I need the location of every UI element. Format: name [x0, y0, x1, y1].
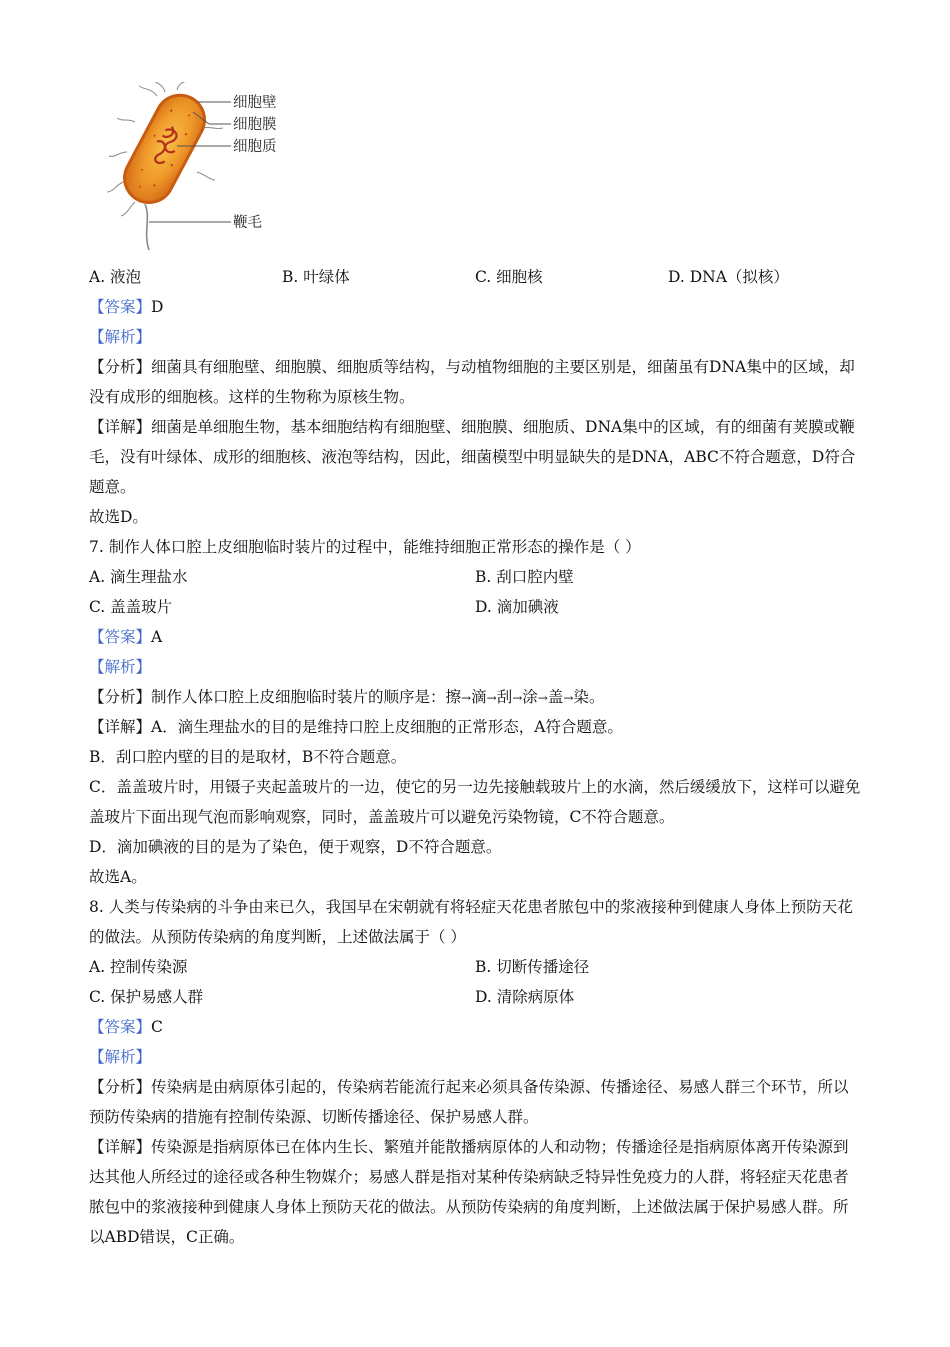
q7-detail-d: D．滴加碘液的目的是为了染色，便于观察，D不符合题意。 — [89, 838, 502, 856]
fenxi-tag: 【分析】 — [89, 688, 152, 706]
q6-analysis-heading — [89, 322, 861, 352]
arrow-5: → — [563, 691, 574, 705]
q7-detail-b: B．刮口腔内壁的目的是取材，B不符合题意。 — [89, 748, 407, 766]
q6-xiangjie — [89, 412, 861, 502]
q7-option-a: A. 滴生理盐水 — [89, 568, 188, 586]
q7-answer — [89, 622, 861, 652]
step-2: 刮 — [496, 688, 513, 706]
step-0: 擦 — [445, 688, 462, 706]
q8-option-c: C. 保护易感人群 — [89, 988, 204, 1006]
q7-detail-a — [89, 712, 861, 742]
arrow-2: → — [486, 691, 497, 705]
q8-xiangjie — [89, 1132, 861, 1252]
fenxi-text: 传染病是由病原体引起的，传染病若能流行起来必须具备传染源、传播途径、易感人群三个环节，所以预防传染病的措施有控制传染源、切断传播途径、保护易感人群。 — [89, 1078, 849, 1126]
analysis-tag: 【解析】 — [89, 658, 152, 676]
fenxi-tag: 【分析】 — [89, 1078, 152, 1096]
step-5: 染 — [573, 688, 589, 706]
analysis-tag: 【解析】 — [89, 1048, 152, 1066]
label-cytoplasm: 细胞质 — [233, 139, 277, 155]
q6-option-c: C. 细胞核 — [475, 268, 543, 286]
q7-options-row2 — [89, 592, 861, 622]
q8-options-row1 — [89, 952, 861, 982]
q7-analysis-heading — [89, 652, 861, 682]
label-cell-wall: 细胞壁 — [233, 95, 277, 111]
xiangjie-tag: 【详解】 — [89, 718, 152, 736]
label-cell-membrane: 细胞膜 — [233, 117, 277, 133]
q8-question: 8. 人类与传染病的斗争由来已久，我国早在宋朝就有将轻症天花患者脓包中的浆液接种到健康人身体上预防天花的做法。从预防传染病的角度判断，上述做法属于（ ） — [89, 898, 853, 946]
q6-conclusion: 故选D。 — [89, 508, 148, 526]
answer-value: D — [151, 298, 164, 316]
fenxi-lead: 制作人体口腔上皮细胞临时装片的顺序是： — [151, 688, 446, 706]
q7-option-b: B. 刮口腔内壁 — [475, 568, 574, 586]
q8-option-d: D. 清除病原体 — [475, 988, 575, 1006]
q7-question: 7. 制作人体口腔上皮细胞临时装片的过程中，能维持细胞正常形态的操作是（ ） — [89, 538, 641, 556]
q7-detail-c: C．盖盖玻片时，用镊子夹起盖玻片的一边，使它的另一边先接触载玻片上的水滴，然后缓缓放下，这样可以避免盖玻片下面出现气泡而影响观察，同时，盖盖玻片可以避免污染物镜，C不符合题意。 — [89, 778, 861, 826]
bacterium-figure — [105, 82, 305, 254]
q7-conclusion: 故选A。 — [89, 868, 147, 886]
arrow-4: → — [537, 691, 548, 705]
document-content — [89, 262, 861, 1252]
end-mark: 。 — [588, 688, 605, 706]
step-3: 涂 — [522, 688, 538, 706]
answer-tag: 【答案】 — [89, 298, 152, 316]
q6-option-a: A. 液泡 — [89, 268, 142, 286]
xiangjie-tag: 【详解】 — [89, 1138, 152, 1156]
detail-a-text: A．滴生理盐水的目的是维持口腔上皮细胞的正常形态，A符合题意。 — [151, 718, 623, 736]
fenxi-text: 细菌具有细胞壁、细胞膜、细胞质等结构，与动植物细胞的主要区别是，细菌虽有DNA集中的区域，却没有成形的细胞核。这样的生物称为原核生物。 — [89, 358, 855, 406]
arrow-1: → — [461, 691, 472, 705]
label-flagellum: 鞭毛 — [233, 215, 262, 231]
q8-fenxi — [89, 1072, 861, 1132]
q7-fenxi — [89, 682, 861, 712]
fenxi-tag: 【分析】 — [89, 358, 152, 376]
q6-options — [89, 262, 861, 292]
bacterium-diagram — [105, 82, 305, 254]
q8-answer — [89, 1012, 861, 1042]
answer-tag: 【答案】 — [89, 1018, 152, 1036]
answer-value: A — [151, 628, 163, 646]
q8-analysis-heading — [89, 1042, 861, 1072]
xiangjie-text: 细菌是单细胞生物，基本细胞结构有细胞壁、细胞膜、细胞质、DNA集中的区域，有的细菌有荚膜或鞭毛，没有叶绿体、成形的细胞核、液泡等结构，因此，细菌模型中明显缺失的是DNA，ABC不符合题意，D符合题意。 — [89, 418, 856, 496]
xiangjie-tag: 【详解】 — [89, 418, 152, 436]
analysis-tag: 【解析】 — [89, 328, 152, 346]
q6-answer — [89, 292, 861, 322]
q6-option-d: D. DNA（拟核） — [668, 268, 789, 286]
answer-value: C — [151, 1018, 163, 1036]
q8-option-b: B. 切断传播途径 — [475, 958, 590, 976]
q6-option-b: B. 叶绿体 — [282, 268, 350, 286]
answer-tag: 【答案】 — [89, 628, 152, 646]
step-4: 盖 — [547, 688, 564, 706]
xiangjie-text: 传染源是指病原体已在体内生长、繁殖并能散播病原体的人和动物；传播途径是指病原体离开传染源到达其他人所经过的途径或各种生物媒介；易感人群是指对某种传染病缺乏特异性免疫力的人群，将轻症天花患者脓包中的浆液接种到健康人身体上预防天花的做法。从预防传染病的角度判断，上述做法属于保护易感人群。所以ABD错误，C正确。 — [89, 1138, 849, 1246]
bacterium-body — [114, 85, 215, 214]
flagellum-line — [145, 204, 149, 250]
q7-options-row1 — [89, 562, 861, 592]
step-1: 滴 — [471, 688, 487, 706]
arrow-3: → — [512, 691, 523, 705]
q8-option-a: A. 控制传染源 — [89, 958, 188, 976]
q8-options-row2 — [89, 982, 861, 1012]
q7-option-d: D. 滴加碘液 — [475, 598, 559, 616]
q6-fenxi — [89, 352, 861, 412]
q7-option-c: C. 盖盖玻片 — [89, 598, 173, 616]
